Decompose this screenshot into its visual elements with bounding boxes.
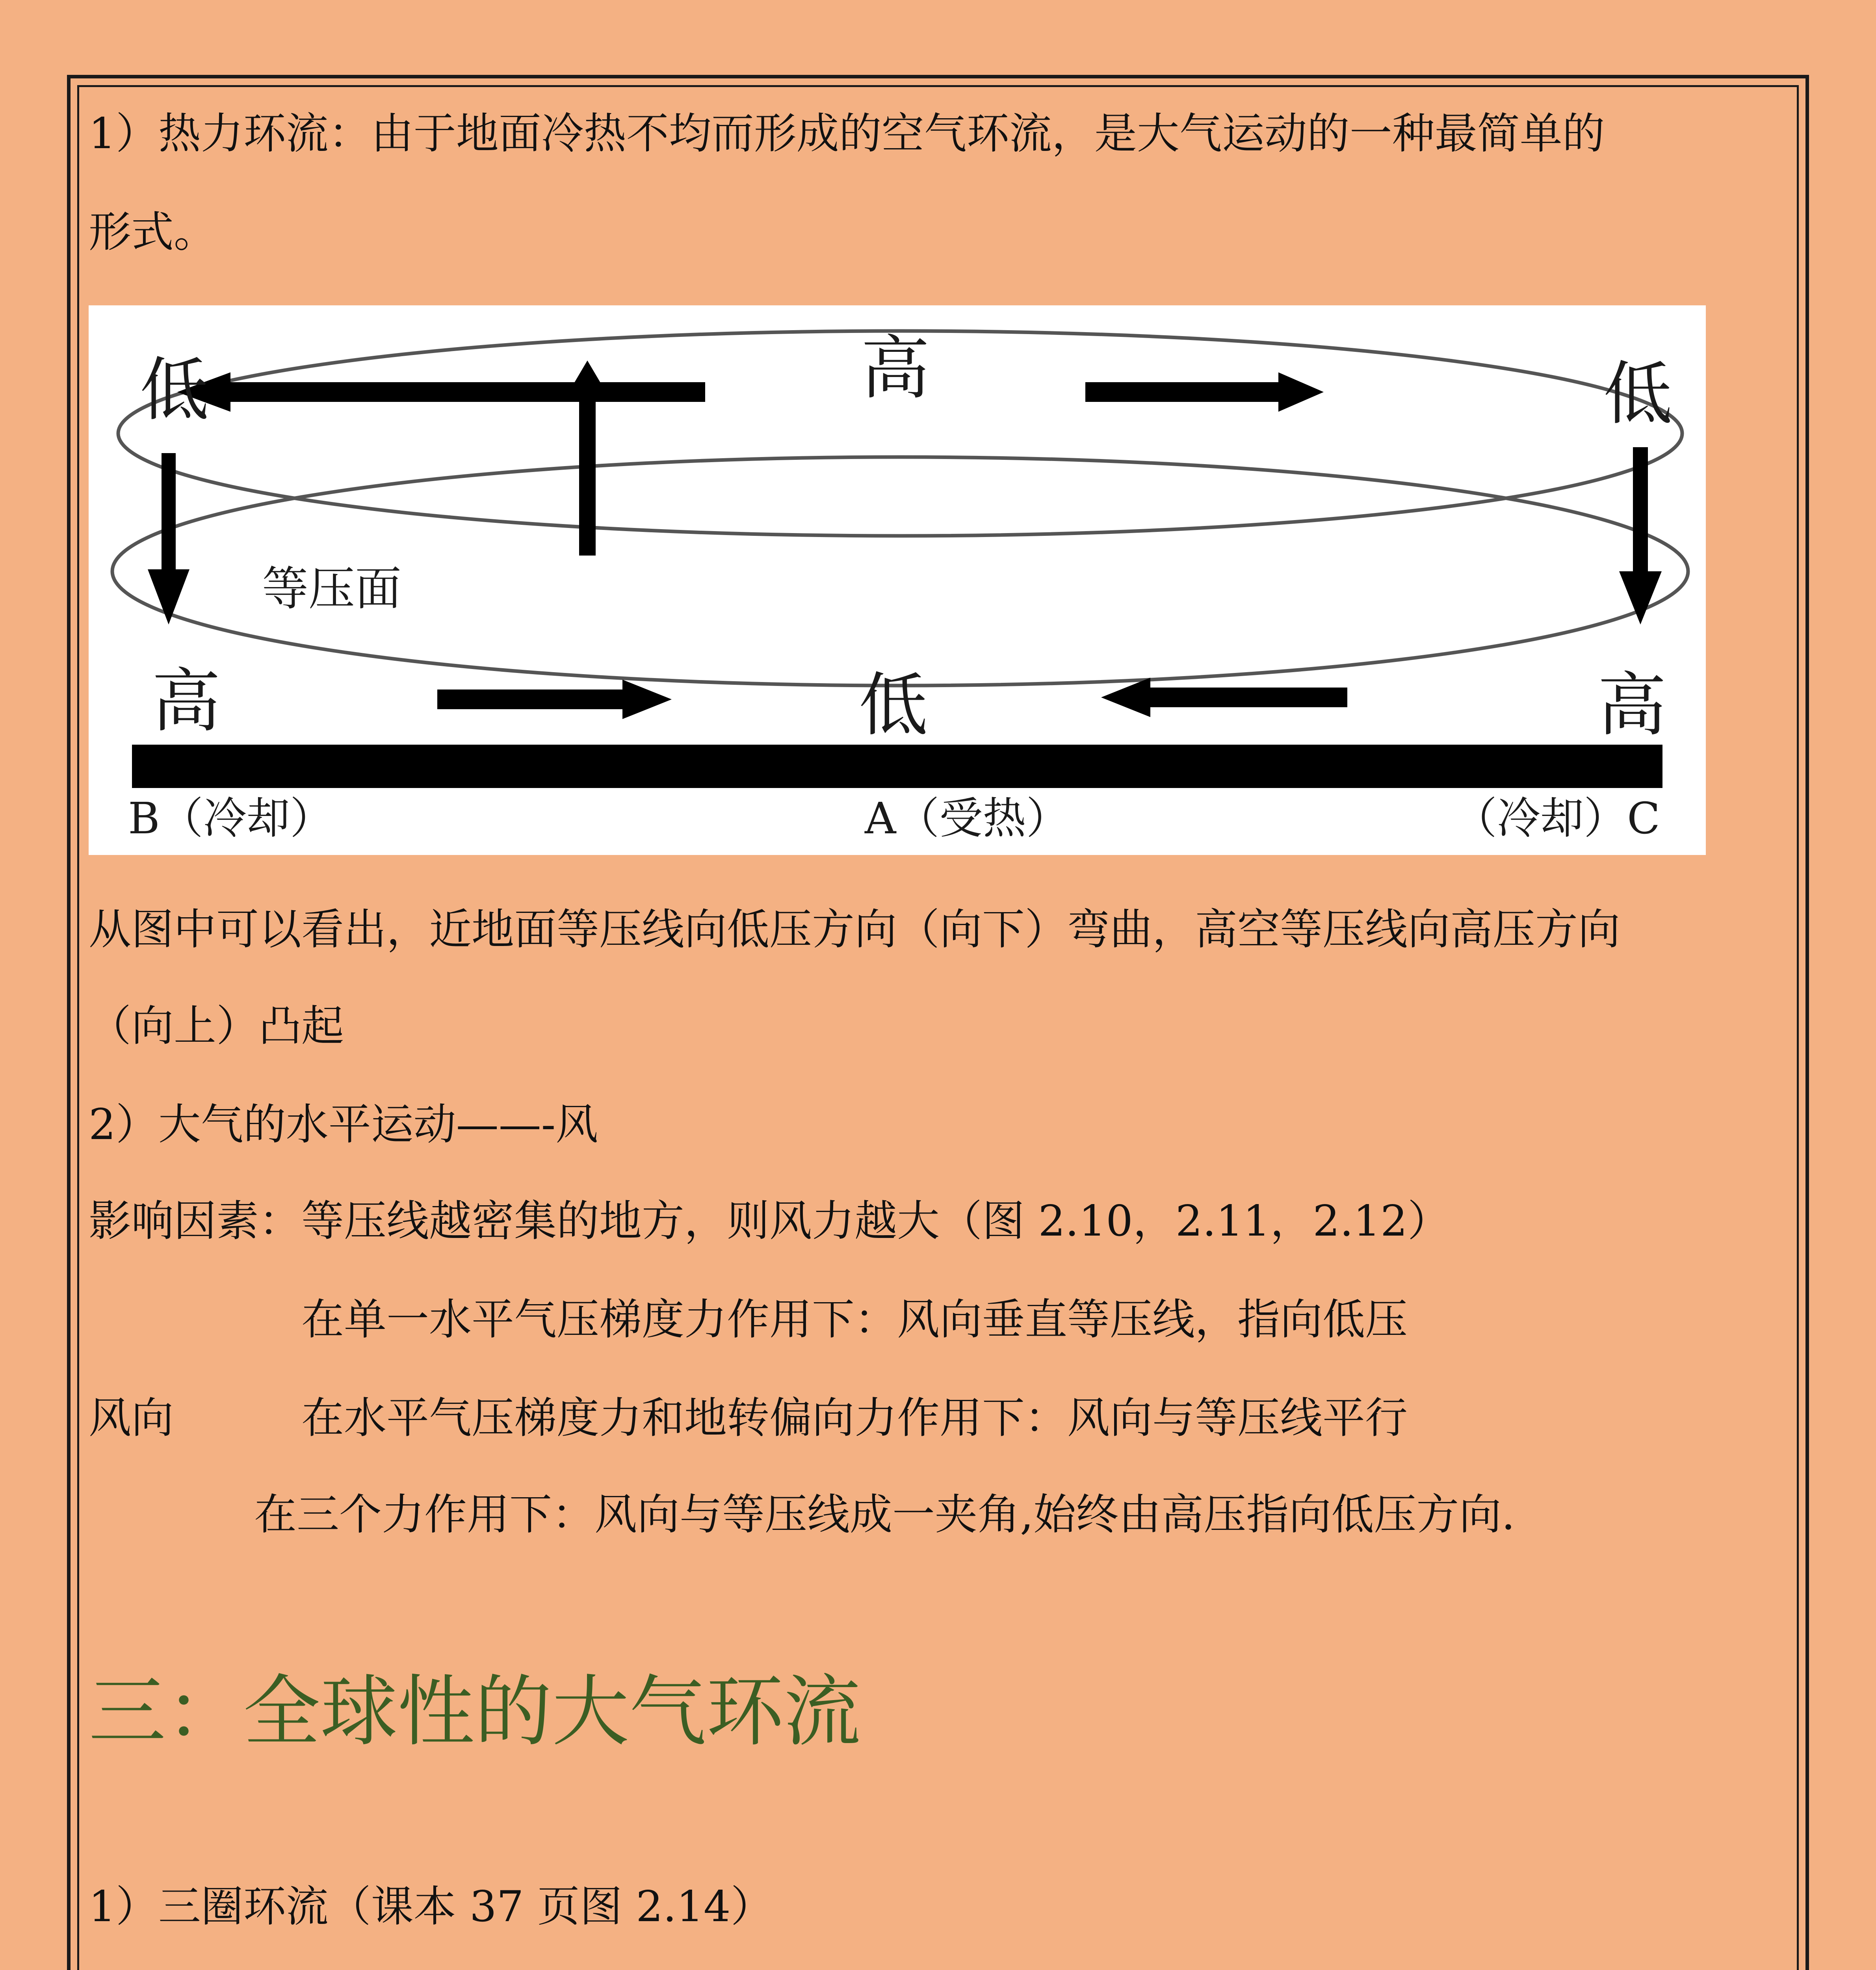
upper-left-arrow — [177, 372, 705, 412]
lower-right-high-label: 高 — [1597, 665, 1666, 745]
ground-label-left: B（冷却） — [128, 793, 333, 844]
diagram-canvas — [89, 305, 1706, 855]
horizontal-motion-title: 2）大气的水平运动——-风 — [89, 1100, 598, 1149]
lower-left-arrow — [1101, 678, 1347, 717]
explanation-line1: 从图中可以看出，近地面等压线向低压方向（向下）弯曲，高空等压线向高压方向 — [89, 905, 1621, 954]
ground-label-right: （冷却）C — [1454, 793, 1661, 844]
upper-right-arrow — [1085, 372, 1324, 412]
wind-direction-case2: 在水平气压梯度力和地转偏向力作用下：风向与等压线平行 — [301, 1394, 1408, 1443]
wind-direction-case3: 在三个力作用下：风向与等压线成一夹角,始终由高压指向低压方向. — [254, 1490, 1515, 1539]
lower-right-arrow — [437, 680, 672, 719]
thermal-circulation-diagram — [89, 305, 1706, 855]
left-down-arrow — [148, 453, 189, 624]
isobar-label: 等压面 — [262, 561, 402, 616]
wind-direction-case1: 在单一水平气压梯度力作用下：风向垂直等压线，指向低压 — [301, 1295, 1408, 1344]
thermal-circulation-definition-line1: 1）热力环流：由于地面冷热不均而形成的空气环流，是大气运动的一种最简单的 — [89, 109, 1605, 158]
ground-label-center: A（受热） — [865, 793, 1070, 844]
upper-center-high-label: 高 — [861, 329, 930, 409]
upper-left-low-label: 低 — [140, 350, 209, 430]
lower-left-high-label: 高 — [152, 662, 221, 742]
lower-center-low-label: 低 — [859, 665, 928, 745]
right-down-arrow — [1619, 447, 1662, 624]
wind-direction-label: 风向 — [89, 1394, 174, 1443]
influence-factor: 影响因素：等压线越密集的地方，则风力越大（图 2.10，2.11，2.12） — [89, 1197, 1450, 1246]
explanation-line2: （向上）凸起 — [89, 1002, 344, 1051]
ground-bar — [132, 745, 1662, 788]
thermal-circulation-definition-line2: 形式。 — [89, 208, 217, 257]
upper-right-low-label: 低 — [1603, 354, 1672, 434]
section3-heading: 三：全球性的大气环流 — [89, 1667, 861, 1757]
three-cell-circulation: 1）三圈环流（课本 37 页图 2.14） — [89, 1882, 773, 1931]
